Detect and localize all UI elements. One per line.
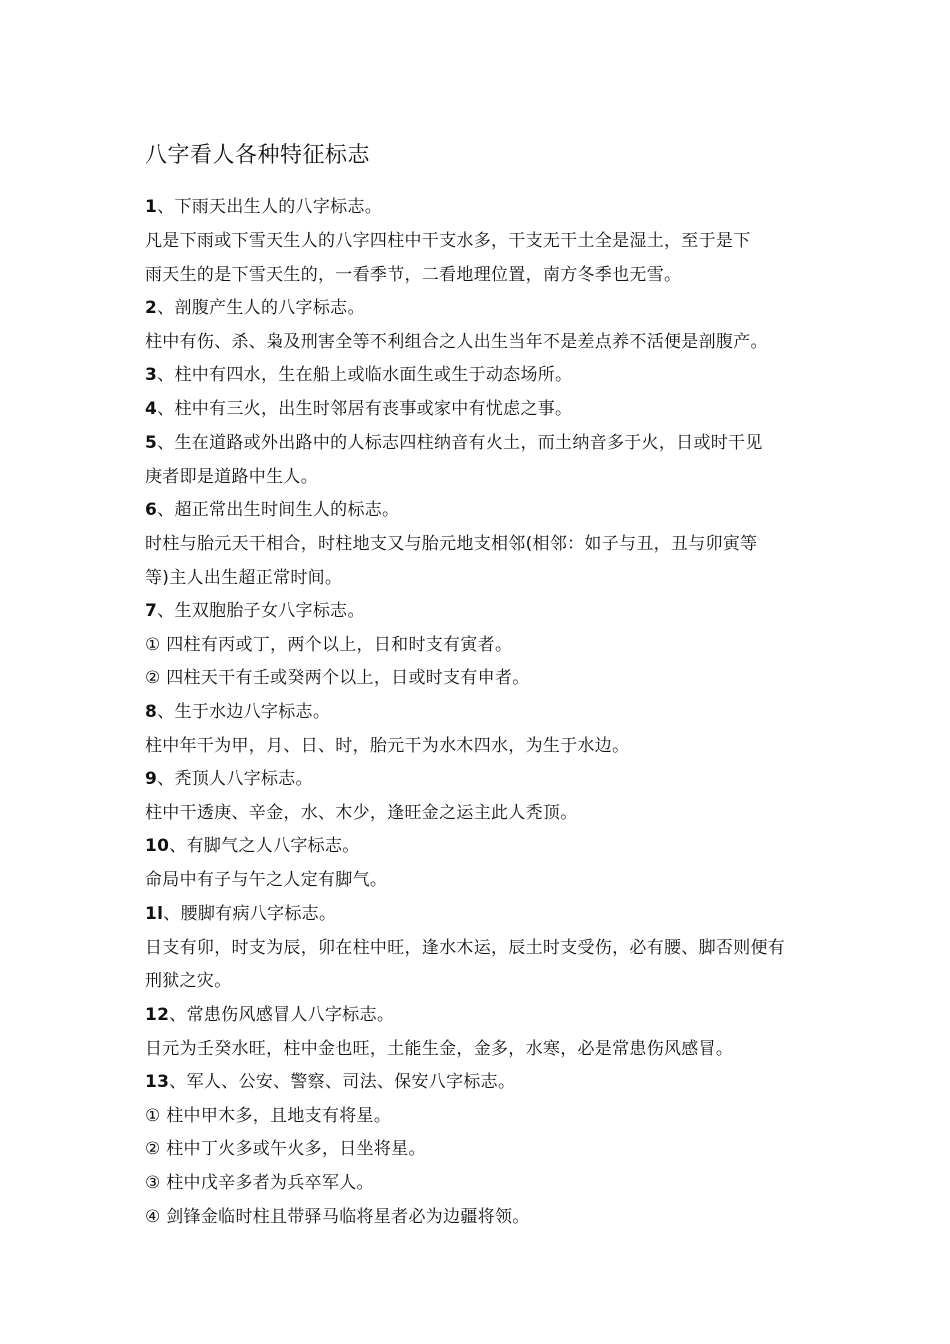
document-title: 八字看人各种特征标志	[145, 143, 371, 168]
line-text: 雨天生的是下雪天生的，一看季节，二看地理位置，南方冬季也无雪。	[145, 265, 682, 285]
text-line	[145, 969, 232, 993]
line-text: 命局中有子与午之人定有脚气。	[145, 870, 388, 890]
text-line	[145, 1171, 374, 1195]
item-number: 12	[145, 1005, 170, 1025]
line-text: ③ 柱中戊辛多者为兵卒军人。	[145, 1173, 374, 1193]
line-text: 凡是下雨或下雪天生人的八字四柱中干支水多，干支无干土全是湿土，至于是下	[145, 231, 751, 251]
item-number: 10	[145, 836, 170, 856]
text-line	[145, 229, 751, 253]
text-line	[145, 498, 399, 522]
line-text: 等)主人出生超正常时间。	[145, 568, 343, 588]
line-text: 、生在道路或外出路中的人标志四柱纳音有火土，而土纳音多于火，日或时干见	[157, 433, 763, 453]
line-text: 、下雨天出生人的八字标志。	[157, 197, 383, 217]
text-line	[145, 363, 572, 387]
item-number: 3	[145, 365, 158, 385]
line-text: ① 四柱有丙或丁，两个以上，日和时支有寅者。	[145, 635, 513, 655]
text-line	[145, 633, 512, 657]
item-number: 6	[145, 500, 158, 520]
text-line	[145, 263, 681, 287]
text-line	[145, 1003, 394, 1027]
item-number: 2	[145, 298, 158, 318]
text-line	[145, 936, 785, 960]
text-line	[145, 834, 360, 858]
line-text: 、生于水边八字标志。	[157, 702, 331, 722]
line-text: 柱中干透庚、辛金，水、木少，逢旺金之运主此人秃顶。	[145, 803, 578, 823]
text-line	[145, 397, 572, 421]
text-line	[145, 1205, 530, 1229]
text-line	[145, 902, 336, 926]
text-line	[145, 868, 387, 892]
line-text: 、常患伤风感冒人八字标志。	[169, 1005, 395, 1025]
item-number: 7	[145, 601, 158, 621]
text-line	[145, 532, 757, 556]
item-number: 5	[145, 433, 158, 453]
item-number: 9	[145, 769, 158, 789]
line-text: 、柱中有四水，生在船上或临水面生或生于动态场所。	[157, 365, 573, 385]
text-line	[145, 1104, 391, 1128]
line-text: 庚者即是道路中生人。	[145, 467, 318, 487]
item-number: 1	[145, 197, 158, 217]
text-line	[145, 801, 578, 825]
line-text: 、剖腹产生人的八字标志。	[157, 298, 365, 318]
text-line	[145, 1137, 426, 1161]
item-number: 1l	[145, 904, 164, 924]
line-text: 柱中年干为甲，月、日、时，胎元干为水木四水，为生于水边。	[145, 736, 630, 756]
line-text: 日支有卯，时支为辰，卯在柱中旺，逢水木运，辰土时支受伤，必有腰、脚否则便有	[145, 938, 786, 958]
line-text: 、生双胞胎子女八字标志。	[157, 601, 365, 621]
line-text: 刑狱之灾。	[145, 971, 232, 991]
text-line	[145, 195, 382, 219]
line-text: 、腰脚有病八字标志。	[163, 904, 337, 924]
line-text: ② 四柱天干有壬或癸两个以上，日或时支有申者。	[145, 668, 530, 688]
line-text: 、军人、公安、警察、司法、保安八字标志。	[169, 1072, 516, 1092]
text-line	[145, 599, 365, 623]
text-line	[145, 1037, 733, 1061]
line-text: 柱中有伤、杀、枭及刑害全等不利组合之人出生当年不是差点养不活便是剖腹产。	[145, 332, 768, 352]
line-text: 、有脚气之人八字标志。	[169, 836, 360, 856]
text-line	[145, 734, 629, 758]
item-number: 4	[145, 399, 158, 419]
text-line	[145, 700, 330, 724]
line-text: ② 柱中丁火多或午火多，日坐将星。	[145, 1139, 426, 1159]
item-number: 8	[145, 702, 158, 722]
text-line	[145, 431, 763, 455]
line-text: 时柱与胎元天干相合，时柱地支又与胎元地支相邻(相邻：如子与丑，丑与卯寅等	[145, 534, 758, 554]
text-line	[145, 566, 342, 590]
text-line	[145, 1070, 515, 1094]
item-number: 13	[145, 1072, 170, 1092]
line-text: 日元为壬癸水旺，柱中金也旺，土能生金，金多，水寒，必是常患伤风感冒。	[145, 1039, 734, 1059]
line-text: 、秃顶人八字标志。	[157, 769, 313, 789]
text-line	[145, 767, 313, 791]
line-text: 、柱中有三火，出生时邻居有丧事或家中有忧虑之事。	[157, 399, 573, 419]
text-line	[145, 330, 768, 354]
text-line	[145, 465, 318, 489]
text-line	[145, 296, 365, 320]
text-line	[145, 666, 530, 690]
line-text: 、超正常出生时间生人的标志。	[157, 500, 400, 520]
line-text: ① 柱中甲木多，且地支有将星。	[145, 1106, 392, 1126]
line-text: ④ 剑锋金临时柱且带驿马临将星者必为边疆将领。	[145, 1207, 530, 1227]
